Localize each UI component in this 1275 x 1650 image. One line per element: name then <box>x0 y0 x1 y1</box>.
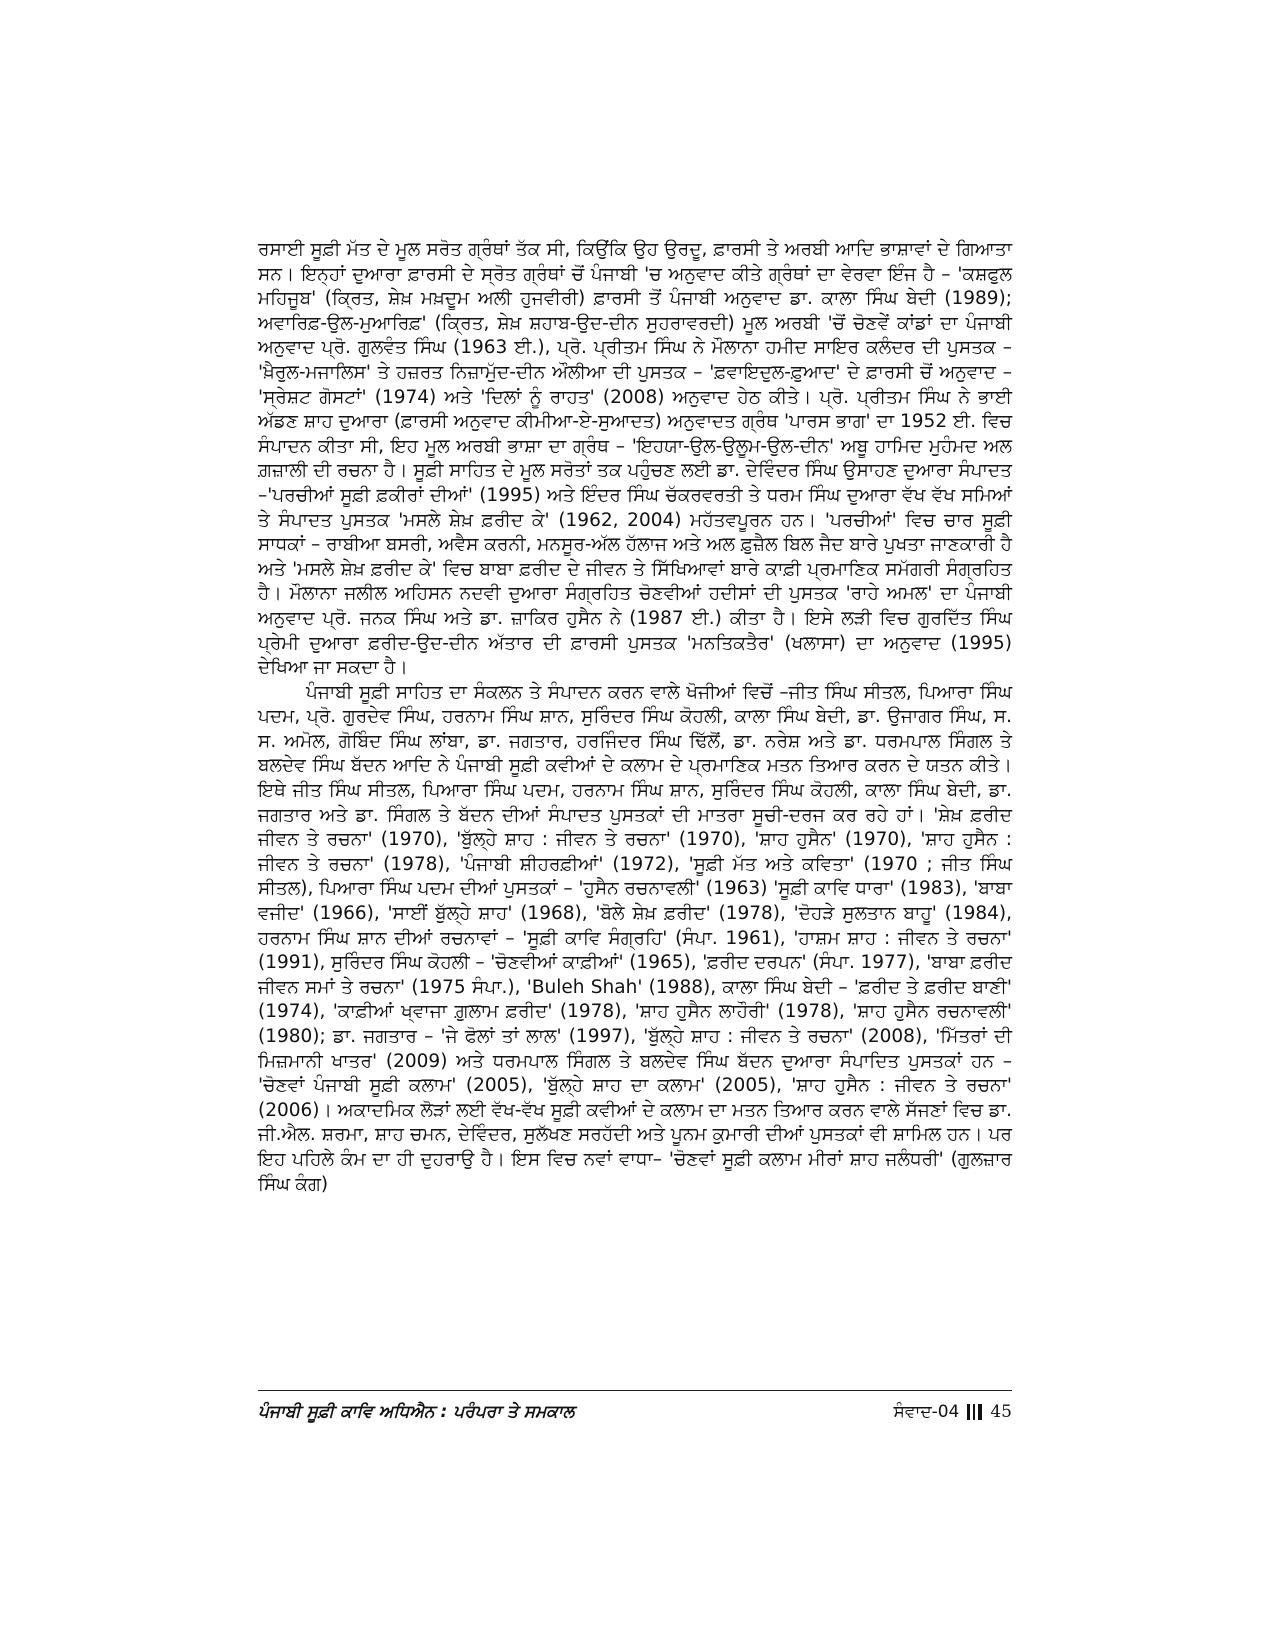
journal-label: ਸੰਵਾਦ-04 <box>893 1402 960 1422</box>
bars-icon <box>967 1404 982 1420</box>
body-paragraph-1: ਰਸਾਈ ਸੂਫ਼ੀ ਮੱਤ ਦੇ ਮੂਲ ਸਰੋਤ ਗ੍ਰੰਥਾਂ ਤੱਕ ਸੀ, ਕਿਉਂਕਿ ਉਹ ਉਰਦੂ, ਫ਼ਾਰਸੀ ਤੇ ਅਰਬੀ ਆਦਿ ਭਾਸ਼ਾਵਾਂ ਦੇ ਗਿਆਤਾ ਸਨ। ਇਨ੍ਹਾਂ ਦੁਆਰਾ ਫ਼ਾਰਸੀ ਦੇ ਸ੍ਰੋਤ ਗ੍ਰੰਥਾਂ ਚੋਂ ਪੰਜਾਬੀ 'ਚ ਅਨੁਵਾਦ ਕੀਤੇ ਗ੍ਰੰਥਾਂ ਦਾ ਵੇਰਵਾ ਇੰਜ ਹੈ – 'ਕਸ਼ਫੁਲ ਮਹਿਜੂਬ' (ਕ੍ਰਿਤ, ਸ਼ੇਖ਼ ਮਖ਼ਦੂਮ ਅਲੀ ਹੁਜਵੀਰੀ) ਫ਼ਾਰਸੀ ਤੋਂ ਪੰਜਾਬੀ ਅਨੁਵਾਦ ਡਾ. ਕਾਲਾ ਸਿੰਘ ਬੇਦੀ (1989); ਅਵਾਰਿਫ਼-ਉਲ-ਮੁਆਰਿਫ਼' (ਕ੍ਰਿਤ, ਸ਼ੇਖ਼ ਸ਼ਹਾਬ-ਉਦ-ਦੀਨ ਸੁਹਰਾਵਰਦੀ) ਮੂਲ ਅਰਬੀ 'ਚੋਂ ਚੋਣਵੇਂ ਕਾਂਡਾਂ ਦਾ ਪੰਜਾਬੀ ਅਨੁਵਾਦ ਪ੍ਰੋ. ਗੁਲਵੰਤ ਸਿੰਘ (1963 ਈ.), ਪ੍ਰੋ. ਪ੍ਰੀਤਮ ਸਿੰਘ ਨੇ ਮੌਲਾਨਾ ਹਮੀਦ ਸਾਇਰ ਕਲੰਦਰ ਦੀ ਪੁਸਤਕ – 'ਖ਼ੈਰੁਲ-ਮਜਾਲਿਸ' ਤੇ ਹਜ਼ਰਤ ਨਿਜ਼ਾਮੁੱਦ-ਦੀਨ ਔਲੀਆ ਦੀ ਪੁਸਤਕ – 'ਫ਼ਵਾਇਦੁਲ-ਫ਼ੁਆਦ' ਦੇ ਫ਼ਾਰਸੀ ਚੋਂ ਅਨੁਵਾਦ – 'ਸ੍ਰੇਸ਼ਟ ਗੋਸਟਾਂ' (1974) ਅਤੇ 'ਦਿਲਾਂ ਨੂੰ ਰਾਹਤ' (2008) ਅਨੁਵਾਦ ਹੇਠ ਕੀਤੇ। ਪ੍ਰੋ. ਪ੍ਰੀਤਮ ਸਿੰਘ ਨੇ ਭਾਈ ਅੱਡਣ ਸ਼ਾਹ ਦੁਆਰਾ (ਫ਼ਾਰਸੀ ਅਨੁਵਾਦ ਕੀਮੀਆ-ਏ-ਸੁਆਦਤ) ਅਨੁਵਾਦਤ ਗ੍ਰੰਥ 'ਪਾਰਸ ਭਾਗ' ਦਾ 1952 ਈ. ਵਿਚ ਸੰਪਾਦਨ ਕੀਤਾ ਸੀ, ਇਹ ਮੂਲ ਅਰਬੀ ਭਾਸ਼ਾ ਦਾ ਗ੍ਰੰਥ – 'ਇਹਯਾ-ਉਲ-ਉਲੂਮ-ਉਲ-ਦੀਨ' ਅਬੂ ਹਾਮਿਦ ਮੁਹੰਮਦ ਅਲ ਗ਼ਜ਼ਾਲੀ ਦੀ ਰਚਨਾ ਹੈ। ਸੂਫ਼ੀ ਸਾਹਿਤ ਦੇ ਮੂਲ ਸਰੋਤਾਂ ਤਕ ਪਹੁੰਚਣ ਲਈ ਡਾ. ਦੇਵਿੰਦਰ ਸਿੰਘ ਉਸਾਹਣ ਦੁਆਰਾ ਸੰਪਾਦਤ –'ਪਰਚੀਆਂ ਸੂਫ਼ੀ ਫ਼ਕੀਰਾਂ ਦੀਆਂ' (1995) ਅਤੇ ਇੰਦਰ ਸਿੰਘ ਚੱਕਰਵਰਤੀ ਤੇ ਧਰਮ ਸਿੰਘ ਦੁਆਰਾ ਵੱਖ ਵੱਖ ਸਮਿਆਂ ਤੇ ਸੰਪਾਦਤ ਪੁਸਤਕ 'ਮਸਲੇ ਸ਼ੇਖ਼ ਫ਼ਰੀਦ ਕੇ' (1962, 2004) ਮਹੱਤਵਪੂਰਨ ਹਨ। 'ਪਰਚੀਆਂ' ਵਿਚ ਚਾਰ ਸੂਫ਼ੀ ਸਾਧਕਾਂ – ਰਾਬੀਆ ਬਸਰੀ, ਅਵੈਸ ਕਰਨੀ, ਮਨਸੂਰ-ਅੱਲ ਹੱਲਾਜ ਅਤੇ ਅਲ ਫ਼ੁਜ਼ੈਲ ਬਿਲ ਜੈਦ ਬਾਰੇ ਪੁਖਤਾ ਜਾਣਕਾਰੀ ਹੈ ਅਤੇ 'ਮਸਲੇ ਸ਼ੇਖ਼ ਫ਼ਰੀਦ ਕੇ' ਵਿਚ ਬਾਬਾ ਫ਼ਰੀਦ ਦੇ ਜੀਵਨ ਤੇ ਸਿੱਖਿਆਵਾਂ ਬਾਰੇ ਕਾਫ਼ੀ ਪ੍ਰਮਾਣਿਕ ਸਮੱਗਰੀ ਸੰਗ੍ਰਹਿਤ ਹੈ। ਮੌਲਾਨਾ ਜਲੀਲ ਅਹਿਸਨ ਨਦਵੀ ਦੁਆਰਾ ਸੰਗ੍ਰਹਿਤ ਚੋਣਵੀਆਂ ਹਦੀਸਾਂ ਦੀ ਪੁਸਤਕ 'ਰਾਹੇ ਅਮਲ' ਦਾ ਪੰਜਾਬੀ ਅਨੁਵਾਦ ਪ੍ਰੋ. ਜਨਕ ਸਿੰਘ ਅਤੇ ਡਾ. ਜ਼ਾਕਿਰ ਹੁਸੈਨ ਨੇ (1987 ਈ.) ਕੀਤਾ ਹੈ। ਇਸੇ ਲੜੀ ਵਿਚ ਗੁਰਦਿੱਤ ਸਿੰਘ ਪ੍ਰੇਮੀ ਦੁਆਰਾ ਫ਼ਰੀਦ-ਉਦ-ਦੀਨ ਅੱਤਾਰ ਦੀ ਫ਼ਾਰਸੀ ਪੁਸਤਕ 'ਮਨਤਿਕਤੈਰ' (ਖਲਾਸਾ) ਦਾ ਅਨੁਵਾਦ (1995) ਦੇਖਿਆ ਜਾ ਸਕਦਾ ਹੈ। <box>258 239 1012 679</box>
body-paragraph-2: ਪੰਜਾਬੀ ਸੂਫ਼ੀ ਸਾਹਿਤ ਦਾ ਸੰਕਲਨ ਤੇ ਸੰਪਾਦਨ ਕਰਨ ਵਾਲੇ ਖੋਜੀਆਂ ਵਿਚੋਂ –ਜੀਤ ਸਿੰਘ ਸੀਤਲ, ਪਿਆਰਾ ਸਿੰਘ ਪਦਮ, ਪ੍ਰੋ. ਗੁਰਦੇਵ ਸਿੰਘ, ਹਰਨਾਮ ਸਿੰਘ ਸ਼ਾਨ, ਸੁਰਿੰਦਰ ਸਿੰਘ ਕੋਹਲੀ, ਕਾਲਾ ਸਿੰਘ ਬੇਦੀ, ਡਾ. ਉਜਾਗਰ ਸਿੰਘ, ਸ. ਸ. ਅਮੋਲ, ਗੋਬਿੰਦ ਸਿੰਘ ਲਾਂਬਾ, ਡਾ. ਜਗਤਾਰ, ਹਰਜਿੰਦਰ ਸਿੰਘ ਢਿੱਲੋਂ, ਡਾ. ਨਰੇਸ਼ ਅਤੇ ਡਾ. ਧਰਮਪਾਲ ਸਿੰਗਲ ਤੇ ਬਲਦੇਵ ਸਿੰਘ ਬੱਦਨ ਆਦਿ ਨੇ ਪੰਜਾਬੀ ਸੂਫ਼ੀ ਕਵੀਆਂ ਦੇ ਕਲਾਮ ਦੇ ਪ੍ਰਮਾਣਿਕ ਮਤਨ ਤਿਆਰ ਕਰਨ ਦੇ ਯਤਨ ਕੀਤੇ। ਇਥੇ ਜੀਤ ਸਿੰਘ ਸੀਤਲ, ਪਿਆਰਾ ਸਿੰਘ ਪਦਮ, ਹਰਨਾਮ ਸਿੰਘ ਸ਼ਾਨ, ਸੁਰਿੰਦਰ ਸਿੰਘ ਕੋਹਲੀ, ਕਾਲਾ ਸਿੰਘ ਬੇਦੀ, ਡਾ. ਜਗਤਾਰ ਅਤੇ ਡਾ. ਸਿੰਗਲ ਤੇ ਬੱਦਨ ਦੀਆਂ ਸੰਪਾਦਤ ਪੁਸਤਕਾਂ ਦੀ ਮਾਤਰਾ ਸੂਚੀ-ਦਰਜ ਕਰ ਰਹੇ ਹਾਂ। 'ਸ਼ੇਖ਼ ਫ਼ਰੀਦ ਜੀਵਨ ਤੇ ਰਚਨਾ' (1970), 'ਬੁੱਲ੍ਹੇ ਸ਼ਾਹ : ਜੀਵਨ ਤੇ ਰਚਨਾ' (1970), 'ਸ਼ਾਹ ਹੁਸੈਨ' (1970), 'ਸ਼ਾਹ ਹੁਸੈਨ : ਜੀਵਨ ਤੇ ਰਚਨਾ' (1978), 'ਪੰਜਾਬੀ ਸ਼ੀਹਰਫ਼ੀਆਂ' (1972), 'ਸੂਫ਼ੀ ਮੱਤ ਅਤੇ ਕਵਿਤਾ' (1970 ; ਜੀਤ ਸਿੰਘ ਸੀਤਲ), ਪਿਆਰਾ ਸਿੰਘ ਪਦਮ ਦੀਆਂ ਪੁਸਤਕਾਂ – 'ਹੁਸੈਨ ਰਚਨਾਵਲੀ' (1963) 'ਸੂਫ਼ੀ ਕਾਵਿ ਧਾਰਾ' (1983), 'ਬਾਬਾ ਵਜੀਦ' (1966), 'ਸਾਈਂ ਬੁੱਲ੍ਹੇ ਸ਼ਾਹ' (1968), 'ਬੋਲੇ ਸ਼ੇਖ਼ ਫ਼ਰੀਦ' (1978), 'ਦੋਹੜੇ ਸੁਲਤਾਨ ਬਾਹੂ' (1984), ਹਰਨਾਮ ਸਿੰਘ ਸ਼ਾਨ ਦੀਆਂ ਰਚਨਾਵਾਂ – 'ਸੂਫ਼ੀ ਕਾਵਿ ਸੰਗ੍ਰਹਿ' (ਸੰਪਾ. 1961), 'ਹਾਸ਼ਮ ਸ਼ਾਹ : ਜੀਵਨ ਤੇ ਰਚਨਾ' (1991), ਸੁਰਿੰਦਰ ਸਿੰਘ ਕੋਹਲੀ – 'ਚੋਣਵੀਆਂ ਕਾਫ਼ੀਆਂ' (1965), 'ਫ਼ਰੀਦ ਦਰਪਨ' (ਸੰਪਾ. 1977), 'ਬਾਬਾ ਫ਼ਰੀਦ ਜੀਵਨ ਸਮਾਂ ਤੇ ਰਚਨਾ' (1975 ਸੰਪਾ.), 'Buleh Shah' (1988), ਕਾਲਾ ਸਿੰਘ ਬੇਦੀ – 'ਫ਼ਰੀਦ ਤੇ ਫ਼ਰੀਦ ਬਾਣੀ' (1974), 'ਕਾਫ਼ੀਆਂ ਖ੍ਵਾਜਾ ਗ਼ੁਲਾਮ ਫ਼ਰੀਦ' (1978), 'ਸ਼ਾਹ ਹੁਸੈਨ ਲਾਹੌਰੀ' (1978), 'ਸ਼ਾਹ ਹੁਸੈਨ ਰਚਨਾਵਲੀ' (1980); ਡਾ. ਜਗਤਾਰ – 'ਜੇ ਫੋਲਾਂ ਤਾਂ ਲਾਲ' (1997), 'ਬੁੱਲ੍ਹੇ ਸ਼ਾਹ : ਜੀਵਨ ਤੇ ਰਚਨਾ' (2008), 'ਮਿੱਤਰਾਂ ਦੀ ਮਿਜ਼ਮਾਨੀ ਖਾਤਰ' (2009) ਅਤੇ ਧਰਮਪਾਲ ਸਿੰਗਲ ਤੇ ਬਲਦੇਵ ਸਿੰਘ ਬੱਦਨ ਦੁਆਰਾ ਸੰਪਾਦਿਤ ਪੁਸਤਕਾਂ ਹਨ – 'ਚੋਣਵਾਂ ਪੰਜਾਬੀ ਸੂਫ਼ੀ ਕਲਾਮ' (2005), 'ਬੁੱਲ੍ਹੇ ਸ਼ਾਹ ਦਾ ਕਲਾਮ' (2005), 'ਸ਼ਾਹ ਹੁਸੈਨ : ਜੀਵਨ ਤੇ ਰਚਨਾ' (2006)। ਅਕਾਦਮਿਕ ਲੋੜਾਂ ਲਈ ਵੱਖ-ਵੱਖ ਸੂਫ਼ੀ ਕਵੀਆਂ ਦੇ ਕਲਾਮ ਦਾ ਮਤਨ ਤਿਆਰ ਕਰਨ ਵਾਲੇ ਸੱਜਣਾਂ ਵਿਚ ਡਾ. ਜੀ.ਐਲ. ਸ਼ਰਮਾ, ਸ਼ਾਹ ਚਮਨ, ਦੇਵਿੰਦਰ, ਸੁਲੱਖਣ ਸਰਹੱਦੀ ਅਤੇ ਪੂਨਮ ਕੁਮਾਰੀ ਦੀਆਂ ਪੁਸਤਕਾਂ ਵੀ ਸ਼ਾਮਿਲ ਹਨ। ਪਰ ਇਹ ਪਹਿਲੇ ਕੰਮ ਦਾ ਹੀ ਦੁਹਰਾਉ ਹੈ। ਇਸ ਵਿਚ ਨਵਾਂ ਵਾਧਾ– 'ਚੋਣਵਾਂ ਸੂਫ਼ੀ ਕਲਾਮ ਮੀਰਾਂ ਸ਼ਾਹ ਜਲੰਧਰੀ' (ਗੁਲਜ਼ਾਰ ਸਿੰਘ ਕੰਗ) <box>258 681 1012 1195</box>
running-title: ਪੰਜਾਬੀ ਸੂਫ਼ੀ ਕਾਵਿ ਅਧਿਐਨ : ਪਰੰਪਰਾ ਤੇ ਸਮਕਾਲ <box>258 1402 575 1422</box>
footer-page-info <box>894 1402 1013 1422</box>
footer-divider <box>258 1390 1012 1391</box>
page-footer <box>258 1402 1012 1432</box>
page-body <box>258 238 1012 1197</box>
page-number: 45 <box>990 1402 1012 1422</box>
